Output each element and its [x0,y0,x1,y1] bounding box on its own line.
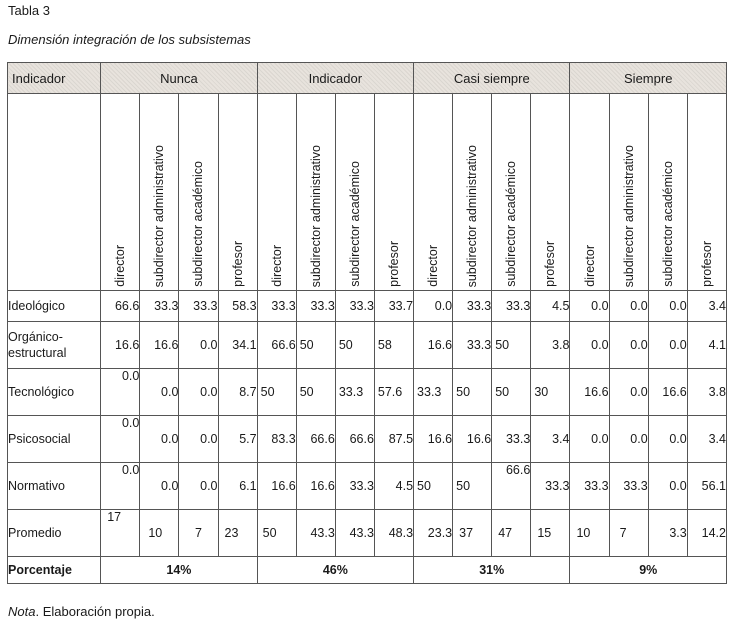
table-cell: 33.3 [335,291,374,322]
table-row-normativo [8,463,727,510]
table-cell: 0.0 [648,291,687,322]
row-label: Promedio [8,510,101,557]
table-cell: 50 [453,369,492,416]
table-cell: 50 [492,369,531,416]
table-cell: 4.5 [531,291,570,322]
table-cell: 0.0 [570,322,609,369]
table-cell: 17 [101,510,140,557]
table-cell: 50 [335,322,374,369]
group-header-siempre: Siempre [570,63,727,94]
note-text: . Elaboración propia. [35,604,155,619]
table-cell: 0.0 [570,416,609,463]
table-cell: 50 [492,322,531,369]
role-header-cell: director [257,94,296,291]
table-cell: 43.3 [296,510,335,557]
role-header-cell: profesor [374,94,413,291]
table-cell: 0.0 [179,416,218,463]
table-cell: 23 [218,510,257,557]
table-cell: 33.3 [414,369,453,416]
role-header-cell: subdirector académico [492,94,531,291]
table-row-porcentaje [8,557,727,584]
table-row-psicosocial [8,416,727,463]
row-label: Psicosocial [8,416,101,463]
table-cell: 48.3 [374,510,413,557]
table-cell: 66.6 [296,416,335,463]
note-prefix: Nota [8,604,36,619]
table-cell: 16.6 [101,322,140,369]
table-cell: 10 [140,510,179,557]
table-row-ideologico [8,291,727,322]
table-cell: 3.4 [531,416,570,463]
group-header-indicador: Indicador [257,63,413,94]
table-cell: 16.6 [453,416,492,463]
role-header-cell: director [101,94,140,291]
table-cell: 0.0 [609,416,648,463]
table-cell: 33.3 [335,369,374,416]
table-cell: 0.0 [179,369,218,416]
role-header-cell: subdirector administrativo [609,94,648,291]
table-cell: 66.6 [257,322,296,369]
table-cell: 3.4 [687,291,726,322]
table-cell: 33.3 [296,291,335,322]
table-cell: 3.8 [687,369,726,416]
table-cell: 50 [296,369,335,416]
table-cell: 3.8 [531,322,570,369]
table-cell: 43.3 [335,510,374,557]
table-cell: 66.6 [101,291,140,322]
table-cell: 0.0 [140,463,179,510]
row-label: Tecnológico [8,369,101,416]
table-cell: 50 [414,463,453,510]
table-cell: 0.0 [101,369,140,416]
table-cell: 0.0 [179,463,218,510]
table-cell: 33.3 [492,291,531,322]
row-label: Porcentaje [8,557,101,584]
role-header-row [8,94,727,291]
role-header-blank [8,94,101,291]
table-cell: 3.3 [648,510,687,557]
table-cell: 50 [257,369,296,416]
table-cell: 23.3 [414,510,453,557]
table-cell: 0.0 [414,291,453,322]
table-cell: 33.3 [453,322,492,369]
percentage-cell: 9% [570,557,727,584]
role-header-cell: subdirector académico [179,94,218,291]
group-header-row [8,63,727,94]
row-label: Ideológico [8,291,101,322]
group-header-casi-siempre: Casi siempre [414,63,570,94]
table-cell: 7 [609,510,648,557]
table-cell: 50 [257,510,296,557]
percentage-cell: 46% [257,557,413,584]
role-header-cell: subdirector académico [648,94,687,291]
table-number: Tabla 3 [8,3,50,18]
table-cell: 0.0 [101,463,140,510]
role-header-cell: profesor [531,94,570,291]
role-header-cell: subdirector administrativo [453,94,492,291]
table-cell: 0.0 [648,416,687,463]
table-cell: 66.6 [492,463,531,510]
percentage-cell: 31% [414,557,570,584]
table-cell: 0.0 [570,291,609,322]
table-title: Dimensión integración de los subsistemas [8,32,251,47]
table-cell: 16.6 [414,322,453,369]
table-cell: 3.4 [687,416,726,463]
table-cell: 47 [492,510,531,557]
table-cell: 0.0 [609,369,648,416]
table-cell: 0.0 [140,416,179,463]
table-cell: 30 [531,369,570,416]
role-header-cell: subdirector administrativo [296,94,335,291]
role-header-cell: subdirector académico [335,94,374,291]
table-cell: 33.7 [374,291,413,322]
table-cell: 7 [179,510,218,557]
table-cell: 34.1 [218,322,257,369]
table-cell: 83.3 [257,416,296,463]
table-cell: 14.2 [687,510,726,557]
table-cell: 0.0 [648,322,687,369]
table-cell: 33.3 [257,291,296,322]
table-row-tecnologico [8,369,727,416]
table-cell: 5.7 [218,416,257,463]
table-cell: 16.6 [140,322,179,369]
table-cell: 8.7 [218,369,257,416]
table-cell: 87.5 [374,416,413,463]
role-header-cell: profesor [218,94,257,291]
table-cell: 33.3 [179,291,218,322]
table-cell: 58.3 [218,291,257,322]
percentage-cell: 14% [101,557,257,584]
table-cell: 0.0 [140,369,179,416]
table-cell: 33.3 [335,463,374,510]
table-cell: 0.0 [648,463,687,510]
table-cell: 33.3 [492,416,531,463]
table-cell: 66.6 [335,416,374,463]
table-cell: 15 [531,510,570,557]
table-cell: 33.3 [140,291,179,322]
table-cell: 16.6 [257,463,296,510]
table-cell: 10 [570,510,609,557]
table-cell: 4.1 [687,322,726,369]
table-cell: 57.6 [374,369,413,416]
table-row-promedio [8,510,727,557]
table-cell: 16.6 [648,369,687,416]
table-cell: 6.1 [218,463,257,510]
table-cell: 50 [453,463,492,510]
table-cell: 37 [453,510,492,557]
role-header-cell: director [414,94,453,291]
table-cell: 33.3 [570,463,609,510]
table-row-organico-estructural [8,322,727,369]
role-header-cell: subdirector administrativo [140,94,179,291]
row-label: Orgánico-estructural [8,322,101,369]
table-cell: 0.0 [609,322,648,369]
table-cell: 0.0 [609,291,648,322]
table-cell: 16.6 [414,416,453,463]
table-cell: 0.0 [179,322,218,369]
data-table [7,62,727,584]
table-note [8,604,155,619]
table-cell: 33.3 [531,463,570,510]
row-label: Normativo [8,463,101,510]
group-header-nunca: Nunca [101,63,257,94]
table-cell: 4.5 [374,463,413,510]
table-cell: 16.6 [296,463,335,510]
table-cell: 56.1 [687,463,726,510]
role-header-cell: director [570,94,609,291]
table-cell: 0.0 [101,416,140,463]
table-cell: 33.3 [609,463,648,510]
role-header-cell: profesor [687,94,726,291]
table-cell: 50 [296,322,335,369]
table-cell: 33.3 [453,291,492,322]
table-cell: 58 [374,322,413,369]
table-cell: 16.6 [570,369,609,416]
indicator-header: Indicador [8,63,101,94]
